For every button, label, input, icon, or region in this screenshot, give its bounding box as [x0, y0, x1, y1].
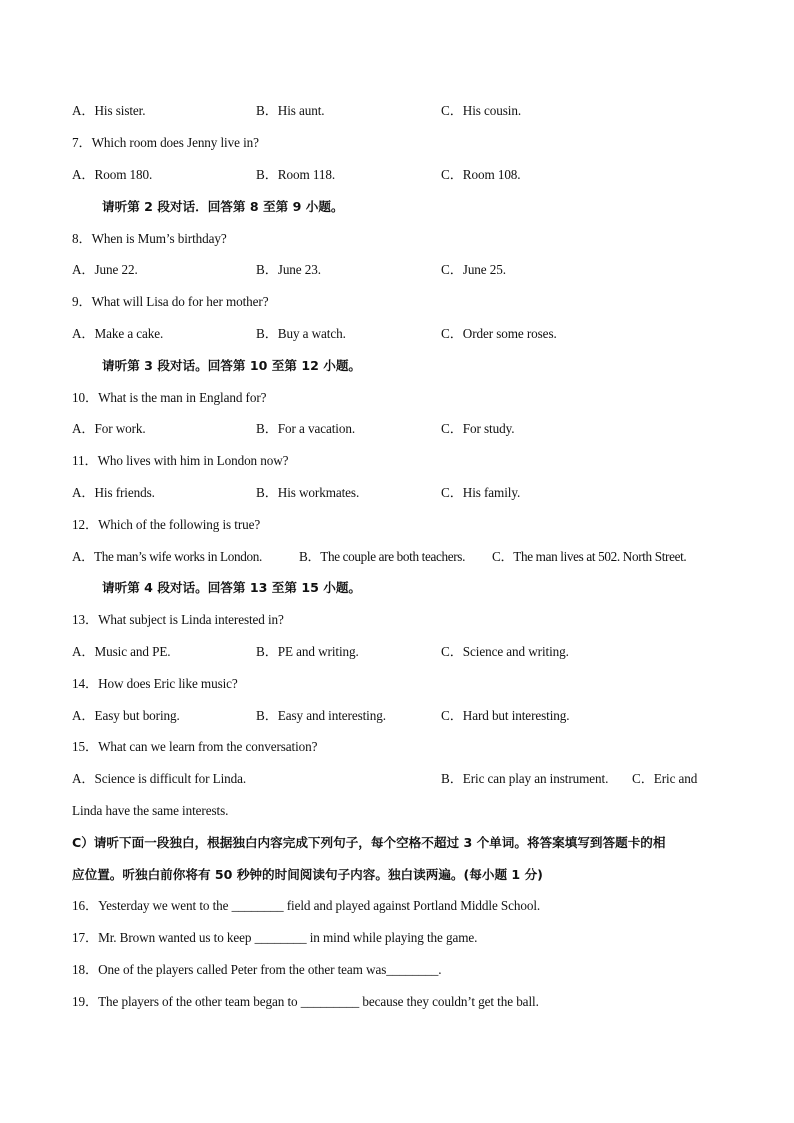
q8-stem: 8．When is Mum’s birthday? — [72, 231, 227, 246]
q8-option-a: A．June 22. — [72, 262, 138, 277]
q6-option-a: A．His sister. — [72, 103, 146, 118]
q17-sentence: 17．Mr. Brown wanted us to keep ________ in mind while playing the game. — [72, 930, 478, 945]
q15-stem: 15．What can we learn from the conversation? — [72, 739, 318, 754]
q18-sentence: 18．One of the players called Peter from the other team was________. — [72, 962, 442, 977]
q7-stem: 7．Which room does Jenny live in? — [72, 135, 259, 150]
q7-option-c: C．Room 108. — [441, 167, 521, 182]
q11-option-a: A．His friends. — [72, 485, 155, 500]
q8-option-c: C．June 25. — [441, 262, 506, 277]
q13-option-b: B．PE and writing. — [256, 644, 359, 659]
q16-sentence: 16．Yesterday we went to the ________ field and played against Portland Middle School. — [72, 898, 541, 913]
q7-option-a: A．Room 180. — [72, 167, 153, 182]
section-3-instruction: 请听第 3 段对话。回答第 10 至第 12 小题。 — [102, 358, 362, 373]
q14-option-a: A．Easy but boring. — [72, 708, 180, 723]
q15-option-b: B．Eric can play an instrument. — [441, 771, 609, 786]
q14-option-c: C．Hard but interesting. — [441, 708, 570, 723]
q12-option-b: B．The couple are both teachers. — [299, 549, 466, 564]
q15-option-a: A．Science is difficult for Linda. — [72, 771, 247, 786]
section-2-instruction: 请听第 2 段对话．回答第 8 至第 9 小题。 — [102, 199, 344, 214]
q13-option-c: C．Science and writing. — [441, 644, 569, 659]
q9-option-c: C．Order some roses. — [441, 326, 557, 341]
q14-stem: 14．How does Eric like music? — [72, 676, 238, 691]
q14-option-b: B．Easy and interesting. — [256, 708, 386, 723]
q15-option-c-continued: Linda have the same interests. — [72, 803, 229, 818]
section-4-instruction: 请听第 4 段对话。回答第 13 至第 15 小题。 — [102, 580, 362, 595]
q10-option-a: A．For work. — [72, 421, 146, 436]
q8-option-b: B．June 23. — [256, 262, 321, 277]
q6-option-b: B．His aunt. — [256, 103, 325, 118]
q10-option-b: B．For a vacation. — [256, 421, 356, 436]
section-c-instruction-line2: 应位置。听独白前你将有 50 秒钟的时间阅读句子内容。独白读两遍。(每小题 1 分) — [72, 867, 543, 882]
q11-stem: 11．Who lives with him in London now? — [72, 453, 289, 468]
q9-option-b: B．Buy a watch. — [256, 326, 346, 341]
q12-option-a: A．The man’s wife works in London. — [72, 549, 262, 564]
q10-option-c: C．For study. — [441, 421, 515, 436]
q9-option-a: A．Make a cake. — [72, 326, 164, 341]
q11-option-c: C．His family. — [441, 485, 521, 500]
q19-sentence: 19．The players of the other team began to _________ because they couldn’t get the ball. — [72, 994, 539, 1009]
q12-stem: 12．Which of the following is true? — [72, 517, 261, 532]
q13-stem: 13．What subject is Linda interested in? — [72, 612, 284, 627]
section-c-instruction-line1: C）请听下面一段独白，根据独白内容完成下列句子，每个空格不超过 3 个单词。将答案填写到答题卡的相 — [72, 835, 666, 850]
q13-option-a: A．Music and PE. — [72, 644, 171, 659]
q15-option-c: C．Eric and — [632, 771, 698, 786]
q12-option-c: C．The man lives at 502. North Street. — [492, 549, 687, 564]
q9-stem: 9．What will Lisa do for her mother? — [72, 294, 269, 309]
q11-option-b: B．His workmates. — [256, 485, 360, 500]
q6-option-c: C．His cousin. — [441, 103, 522, 118]
q10-stem: 10．What is the man in England for? — [72, 390, 267, 405]
q7-option-b: B．Room 118. — [256, 167, 336, 182]
